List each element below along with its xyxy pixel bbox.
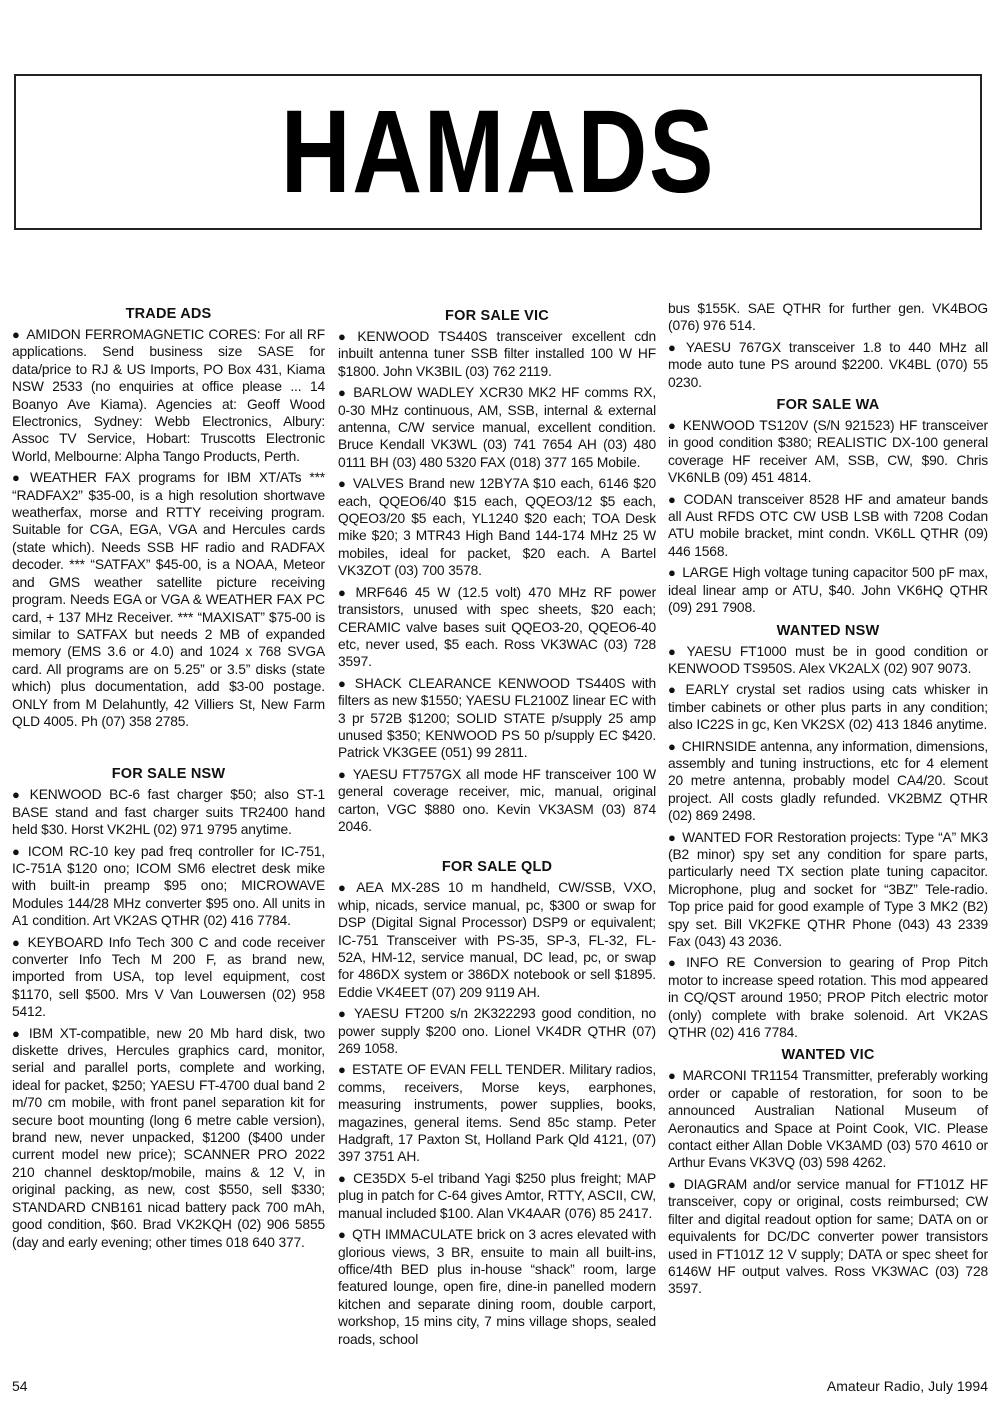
bullet-icon: ● bbox=[338, 1006, 348, 1022]
section-heading: FOR SALE VIC bbox=[445, 308, 549, 324]
page-number: 54 bbox=[12, 1378, 28, 1394]
classified-ad: ● YAESU 767GX transceiver 1.8 to 440 MHz all mode auto tune PS around $2200. VK4BL (070) 55 0230. bbox=[668, 339, 989, 390]
section-heading: FOR SALE NSW bbox=[111, 766, 226, 783]
bullet-icon: ● bbox=[338, 584, 350, 600]
column-2 bbox=[338, 302, 656, 1352]
bullet-icon: ● bbox=[12, 470, 24, 486]
section-wanted-vic bbox=[668, 1047, 988, 1297]
classified-ad: ● INFO RE Conversion to gearing of Prop Pitch motor to increase speed rotation. This mod appeared in CQ/QST around 1950; PROP Pitch electric motor (only) complete with brake solenoid. Art VK2AS QTHR (02) 416 7784. bbox=[668, 955, 989, 1041]
classified-ad: ● IBM XT-compatible, new 20 Mb hard disk, two diskette drives, Hercules graphics card, monitor, serial and parallel ports, complete and working, ideal for packet, $250; YAESU FT-4700 dual band 2 m/70 cm mobile, with front panel separation kit for secure boot mounting (long 6 metre cable version), brand new, never unpacked, $1200 ($400 under current model new price); SCANNER PRO 2022 210 channel desktop/mobile, mains & 12 V, in original packing, as new, cost $550, sell $330; STANDARD CNB161 nicad battery pack 700 mAh, good condition, $60. Brad VK2KQH (02) 906 5855 (day and early evening; other times 018 640 377. bbox=[12, 1025, 325, 1250]
classified-ad: ● CHIRNSIDE antenna, any information, dimensions, assembly and tuning instructions, etc for 4 element 20 metre antenna, probably model CA4/20. Scout project. All costs gladly refunded. VK2BMZ QTHR (02) 869 2498. bbox=[668, 738, 988, 824]
bullet-icon: ● bbox=[668, 682, 680, 698]
classified-ad: ● CE35DX 5-el triband Yagi $250 plus freight; MAP plug in patch for C-64 gives Amtor, RTTY, ASCII, CW, manual included $100. Alan VK4AAR (076) 85 2417. bbox=[338, 1170, 656, 1221]
classified-ad: ● YAESU FT200 s/n 2K322293 good condition, no power supply $200 ono. Lionel VK4DR QTHR (07) 269 1058. bbox=[338, 1006, 657, 1057]
classified-ad: ● ESTATE OF EVAN FELL TENDER. Military radios, comms, receivers, Morse keys, earphones, measuring instruments, power supplies, books, magazines, general items. Send 85c stamp. Peter Hadgraft, 17 Paxton St, Holland Park Qld 4121, (07) 397 3751 AH. bbox=[338, 1062, 657, 1165]
classified-ad: ● KEYBOARD Info Tech 300 C and code receiver converter Info Tech M 200 F, as brand new, imported from USA, top level equipment, cost $1170, sell $500. Mrs V Van Louwersen (02) 958 5412. bbox=[12, 934, 325, 1020]
masthead-title: HAMADS bbox=[280, 86, 716, 218]
bullet-icon: ● bbox=[12, 787, 24, 803]
bullet-icon: ● bbox=[338, 476, 347, 492]
section-heading: WANTED NSW bbox=[776, 622, 880, 639]
bullet-icon: ● bbox=[338, 385, 348, 401]
classified-ad: ● ICOM RC-10 key pad freq controller for IC-751, IC-751A $120 ono; ICOM SM6 electret desk mike with built-in preamp $95 ono; MICROWAVE Modules 144/28 MHz converter $95 ono. All units in A1 condition. Art VK2AS QTHR (02) 416 7784. bbox=[12, 843, 325, 929]
classified-ad: ● KENWOOD BC-6 fast charger $50; also ST-1 BASE stand and fast charger suits TR2400 hand held $30. Horst VK2HL (02) 971 9795 anytime. bbox=[12, 787, 325, 838]
bullet-icon: ● bbox=[668, 1176, 678, 1192]
section-wanted-nsw bbox=[668, 623, 988, 1042]
publication-line: Amateur Radio, July 1994 bbox=[826, 1378, 988, 1394]
bullet-icon: ● bbox=[668, 565, 677, 581]
classified-ad: ● AEA MX-28S 10 m handheld, CW/SSB, VXO, whip, nicads, service manual, pc, $300 or swap for DSP (Digital Signal Processor) DSP9 or equivalent; IC-751 Transceiver with PS-35, SP-3, FL-32, FL-52A, HM-12, service manual, DC lead, pc, or swap for 486DX system or 386DX notebook or sell $1895. Eddie VK4EET (07) 209 9119 AH. bbox=[338, 880, 657, 1000]
classified-ad: ● BARLOW WADLEY XCR30 MK2 HF comms RX, 0-30 MHz continuous, AM, SSB, internal & external antenna, C/W service manual, excellent condition. Bruce Kendall VK3WL (03) 741 7654 AH (03) 480 0111 BH (03) 480 5320 FAX (018) 377 165 Mobile. bbox=[338, 385, 656, 470]
classified-ad: ● KENWOOD TS120V (S/N 921523) HF transceiver in good condition $380; REALISTIC DX-100 general coverage HF receiver AM, SSB, CW, $90. Chris VK6NLB (09) 451 4814. bbox=[668, 418, 988, 486]
section-continued-qld bbox=[668, 300, 988, 391]
classified-ad-continued: bus $155K. SAE QTHR for further gen. VK4BOG (076) 976 514. bbox=[668, 301, 988, 334]
section-trade-ads bbox=[12, 306, 325, 730]
bullet-icon: ● bbox=[338, 880, 351, 896]
bullet-icon: ● bbox=[668, 418, 677, 434]
bullet-icon: ● bbox=[668, 955, 681, 971]
bullet-icon: ● bbox=[338, 1227, 347, 1243]
classified-ad: ● SHACK CLEARANCE KENWOOD TS440S with filters as new $1550; YAESU FL2100Z linear EC with 3 pr 572B $1200; SOLID STATE p/supply 25 amp unused $350; KENWOOD PS 50 p/supply EC $420. Patrick VK3GEE (051) 99 2811. bbox=[338, 675, 656, 761]
classified-ad: ● KENWOOD TS440S transceiver excellent cdn inbuilt antenna tuner SSB filter installed 100 W HF $1800. John VK3BIL (03) 762 2119. bbox=[338, 329, 656, 379]
classified-ad: ● YAESU FT1000 must be in good condition or KENWOOD TS950S. Alex VK2ALX (02) 907 9073. bbox=[668, 643, 989, 676]
classified-ad: ● VALVES Brand new 12BY7A $10 each, 6146 $20 each, QQEO6/40 $15 each, QQEO3/12 $5 each, QQEO3/20 $5 each, YL1240 $20 each; TOA Desk mike $20; 3 MTR43 High Band 144-174 MHz 25 W mobiles, ideal for packet, $20 each. A Bartel VK3ZOT (03) 700 3578. bbox=[338, 476, 657, 579]
classified-ad: ● MARCONI TR1154 Transmitter, preferably working order or capable of restoration, for soon to be announced Australian National Museum of Aeronautics and Space at Point Cook, VIC. Please contact either Allan Doble VK3AMD (03) 570 4610 or Arthur Evans VK3VQ (03) 598 4262. bbox=[668, 1068, 989, 1171]
bullet-icon: ● bbox=[668, 1068, 677, 1084]
column-1 bbox=[12, 300, 325, 1255]
section-for-sale-nsw bbox=[12, 766, 325, 1251]
classified-ad: ● LARGE High voltage tuning capacitor 500 pF max, ideal linear amp or ATU, $40. John VK6HQ QTHR (09) 291 7908. bbox=[668, 565, 989, 616]
classified-ad: ● AMIDON FERROMAGNETIC CORES: For all RF applications. Send business size SASE for data/price to RJ & US Imports, PO Box 431, Kiama NSW 2533 (no enquiries at office please ... 14 Boanyo Ave Kiama). Agencies at: Geoff Wood Electronics, Sydney: Webb Electronics, Albury: Assoc TV Service, Hobart: Truscotts Electronic World, Melbourne: Alpha Tango Products, Perth. bbox=[12, 327, 325, 464]
classified-ad: ● MRF646 45 W (12.5 volt) 470 MHz RF power transistors, unused with spec sheets, $20 each; CERAMIC valve bases suit QQEO3-20, QQEO6-40 etc, never used, $5 each. Ross VK3WAC (03) 728 3597. bbox=[338, 584, 657, 670]
section-heading: FOR SALE QLD bbox=[441, 859, 553, 876]
section-heading: TRADE ADS bbox=[125, 306, 212, 322]
section-for-sale-wa bbox=[668, 397, 988, 616]
section-for-sale-vic bbox=[338, 308, 656, 835]
bullet-icon: ● bbox=[668, 829, 677, 845]
classified-ad: ● DIAGRAM and/or service manual for FT101Z HF transceiver, copy or original, costs reimbursed; CW filter and digital readout option for same; DATA on or equivalents for DC/DC converter power transistors used in FT101Z 12 V supply; DATA or spec sheet for 6146W HF output valves. Ross VK3WAC (03) 728 3597. bbox=[668, 1176, 989, 1297]
bullet-icon: ● bbox=[338, 766, 347, 782]
classified-ad: ● EARLY crystal set radios using cats whisker in timber cabinets or other plus parts in any condition; also IC22S in gc, Ken VK2SX (02) 413 1846 anytime. bbox=[668, 682, 988, 733]
classified-ad: ● QTH IMMACULATE brick on 3 acres elevated with glorious views, 3 BR, ensuite to main all built-ins, office/4th BED plus in-house “shack” room, large featured lounge, open fire, dine-in panelled modern kitchen and separate dining room, double carport, workshop, 15 mins city, 7 mins village shops, sealed roads, school bbox=[338, 1227, 656, 1347]
bullet-icon: ● bbox=[12, 934, 22, 950]
bullet-icon: ● bbox=[12, 327, 21, 342]
classified-ad: ● WEATHER FAX programs for IBM XT/ATs *** “RADFAX2” $35-00, is a high resolution shortwave weatherfax, morse and RTTY receiving program. Suitable for CGA, EGA, VGA and Hercules cards (state which). Needs SSB HF radio and RADFAX decoder. *** “SATFAX” $45-00, is a NOAA, Meteor and GMS weather satellite picture receiving program. Needs EGA or VGA & WEATHER FAX PC card, + 137 MHz Receiver. *** “MAXISAT” $75-00 is similar to SATFAX but needs 2 MB of expanded memory (EMS 3.6 or 4.0) and 1024 x 768 SVGA card. All programs are on 5.25” or 3.5” disks (state which) plus documentation, add $3-00 postage. ONLY from M Delahuntly, 42 Villiers St, New Farm QLD 4005. Ph (07) 358 2785. bbox=[12, 470, 326, 729]
classified-ad: ● YAESU FT757GX all mode HF transceiver 100 W general coverage receiver, mic, manual, original carton, VGC $880 ono. Kevin VK3ASM (03) 874 2046. bbox=[338, 766, 656, 834]
section-for-sale-qld bbox=[338, 859, 656, 1348]
bullet-icon: ● bbox=[668, 491, 678, 507]
classified-ad: ● CODAN transceiver 8528 HF and amateur bands all Aust RFDS OTC CW USB LSB with 7208 Codan ATU mobile bracket, mint condn. VK6LL QTHR (09) 446 1568. bbox=[668, 491, 988, 559]
bullet-icon: ● bbox=[668, 339, 680, 355]
section-heading: WANTED VIC bbox=[781, 1047, 875, 1064]
bullet-icon: ● bbox=[338, 1062, 347, 1078]
bullet-icon: ● bbox=[338, 329, 352, 344]
masthead-box bbox=[14, 74, 982, 230]
bullet-icon: ● bbox=[338, 675, 349, 691]
column-3 bbox=[668, 300, 988, 1302]
bullet-icon: ● bbox=[668, 738, 676, 754]
bullet-icon: ● bbox=[338, 1170, 348, 1186]
classified-ad: ● WANTED FOR Restoration projects: Type “A” MK3 (B2 minor) spy set any condition for spare parts, particularly need TX section plate tuning capacitor. Microphone, plug and socket for “3BZ” Tele-radio. Top price paid for good example of Type 3 MK2 (B2) spy set. Bill VK2FKE QTHR Phone (043) 43 2339 Fax (043) 43 2036. bbox=[668, 829, 989, 949]
bullet-icon: ● bbox=[12, 1025, 23, 1041]
section-heading: FOR SALE WA bbox=[776, 397, 880, 414]
bullet-icon: ● bbox=[668, 643, 681, 659]
bullet-icon: ● bbox=[12, 843, 22, 859]
